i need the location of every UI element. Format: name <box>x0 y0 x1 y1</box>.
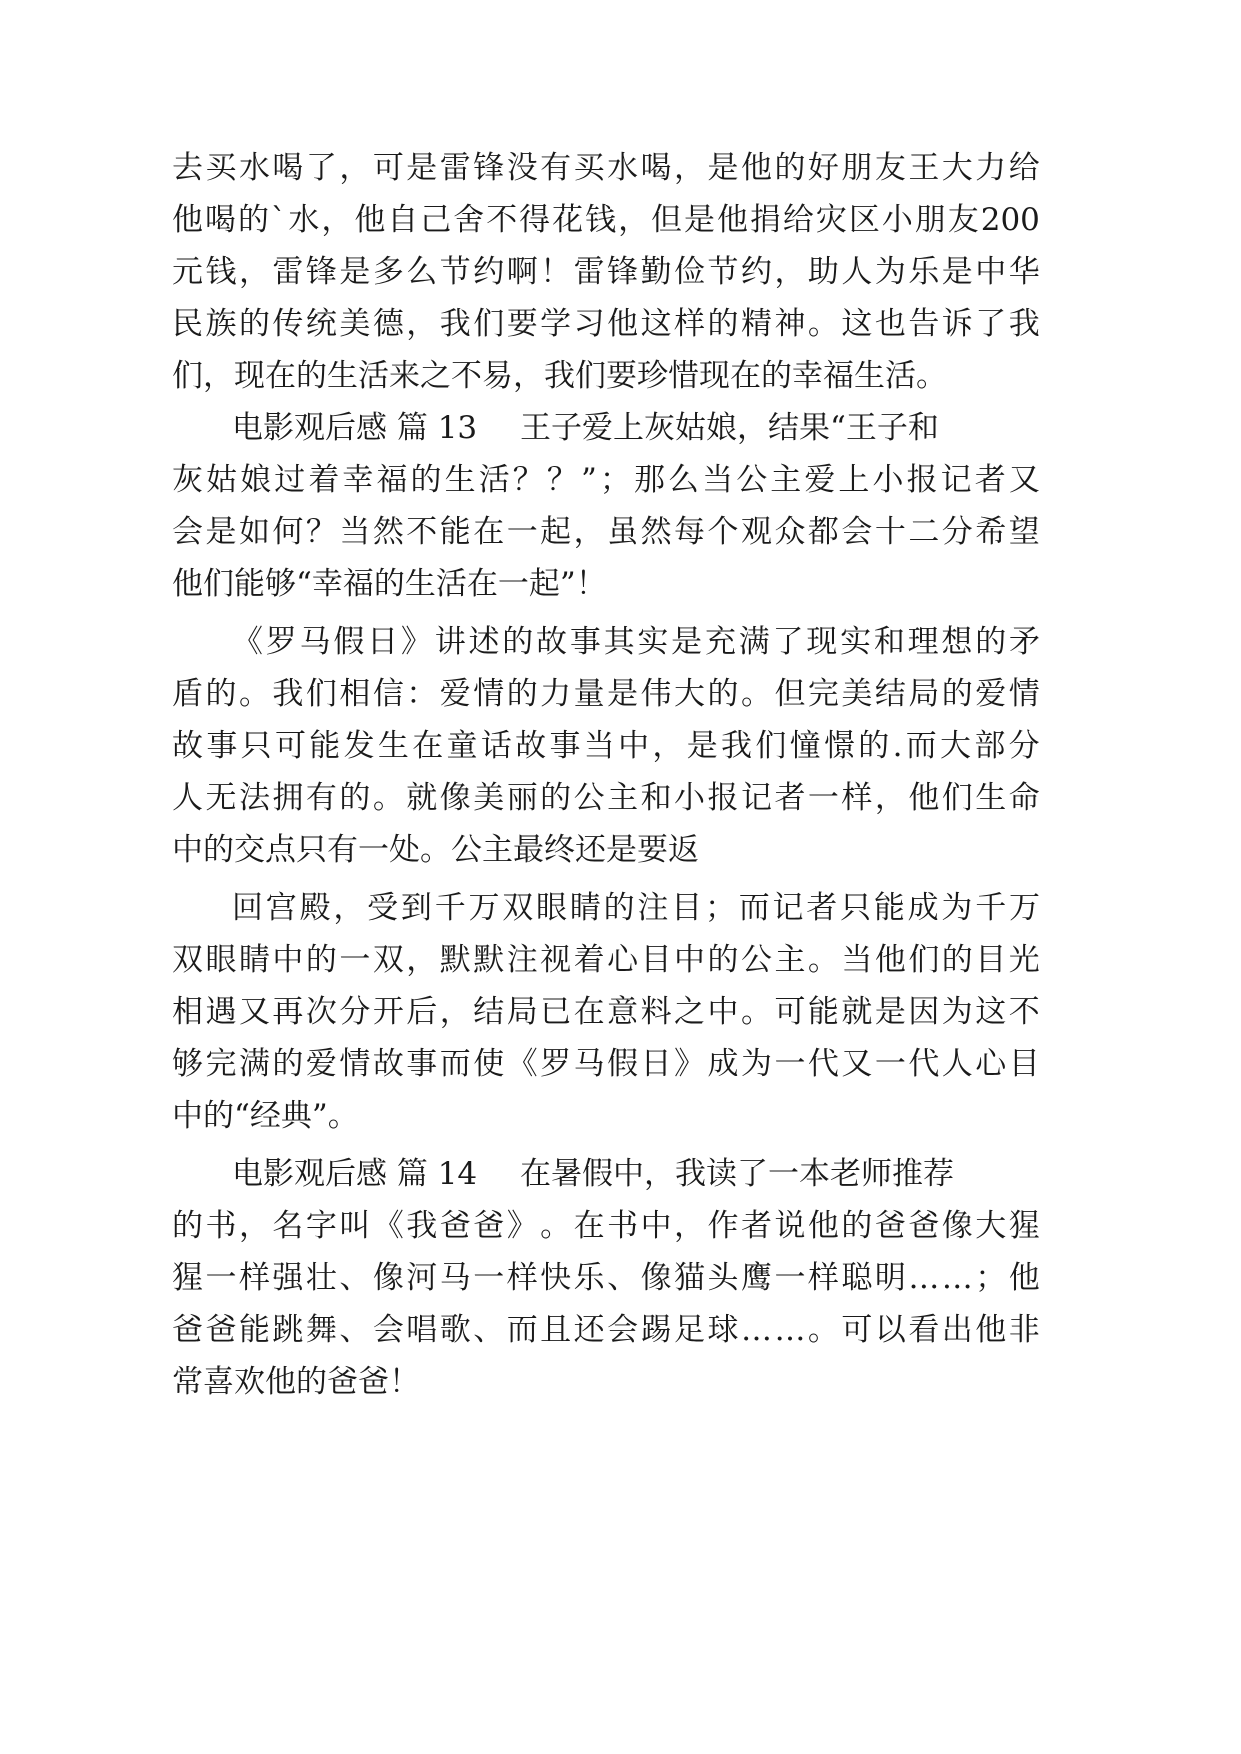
section-heading: 电影观后感 篇 14 <box>232 1156 478 1192</box>
line-text: 灰 姑 娘 过 着 幸 福 的 生 活 ？ ？ ” ； 那 么 当 公 主 爱 上 小 报 记 者 又 <box>172 462 1040 498</box>
line-text: 们，现在的生活来之不易，我们要珍惜现在的幸福生活。 <box>172 358 947 394</box>
text-line <box>0 138 1241 198</box>
text-line <box>0 768 1241 828</box>
text-line <box>0 878 1241 938</box>
line-text: 民 族 的 传 统 美 德 ， 我 们 要 学 习 他 这 样 的 精 神 。 这 也 告 诉 了 我 <box>172 306 1040 342</box>
text-line <box>0 1300 1241 1360</box>
line-text: 会 是 如 何 ？ 当 然 不 能 在 一 起 ， 虽 然 每 个 观 众 都 会 十 二 分 希 望 <box>172 514 1040 550</box>
text-line <box>0 502 1241 562</box>
line-text: 他 喝 的 ` 水 ， 他 自 己 舍 不 得 花 钱 ， 但 是 他 捐 给 灾 区 小 朋 友 200 <box>172 202 1040 238</box>
text-line <box>0 930 1241 990</box>
text-line <box>0 716 1241 776</box>
text-line <box>0 450 1241 510</box>
text-line <box>0 820 1241 880</box>
line-text: 《 罗 马 假 日 》 讲 述 的 故 事 其 实 是 充 满 了 现 实 和 理 想 的 矛 <box>232 624 1040 660</box>
line-text: 爸 爸 能 跳 舞 、 会 唱 歌 、 而 且 还 会 踢 足 球 … … 。 可 以 看 出 他 非 <box>172 1312 1040 1348</box>
section-heading-line <box>0 1144 1241 1204</box>
line-text: 盾 的 。 我 们 相 信 ： 爱 情 的 力 量 是 伟 大 的 。 但 完 美 结 局 的 爱 情 <box>172 676 1040 712</box>
line-text: 中的“经典”。 <box>172 1098 359 1134</box>
line-text: 元 钱 ， 雷 锋 是 多 么 节 约 啊 ！ 雷 锋 勤 俭 节 约 ， 助 人 为 乐 是 中 华 <box>172 254 1040 290</box>
section-lead-text: 在暑假中，我读了一本老师推荐 <box>520 1156 954 1192</box>
line-text: 他们能够“幸福的生活在一起”！ <box>172 566 607 602</box>
line-text: 相 遇 又 再 次 分 开 后 ， 结 局 已 在 意 料 之 中 。 可 能 就 是 因 为 这 不 <box>172 994 1040 1030</box>
text-line <box>0 982 1241 1042</box>
text-line <box>0 664 1241 724</box>
line-text: 回 宫 殿 ， 受 到 千 万 双 眼 睛 的 注 目 ； 而 记 者 只 能 成 为 千 万 <box>232 890 1040 926</box>
text-line <box>0 1034 1241 1094</box>
text-line <box>0 1352 1241 1412</box>
line-text: 常喜欢他的爸爸！ <box>172 1364 420 1400</box>
section-heading-line <box>0 398 1241 458</box>
text-line <box>0 1248 1241 1308</box>
section-heading: 电影观后感 篇 13 <box>232 410 478 446</box>
text-line <box>0 1086 1241 1146</box>
line-text: 人 无 法 拥 有 的 。 就 像 美 丽 的 公 主 和 小 报 记 者 一 样 ， 他 们 生 命 <box>172 780 1040 816</box>
text-line <box>0 346 1241 406</box>
line-text: 故 事 只 可 能 发 生 在 童 话 故 事 当 中 ， 是 我 们 憧 憬 的 . 而 大 部 分 <box>172 728 1040 764</box>
line-text: 双 眼 睛 中 的 一 双 ， 默 默 注 视 着 心 目 中 的 公 主 。 当 他 们 的 目 光 <box>172 942 1040 978</box>
line-text: 猩 一 样 强 壮 、 像 河 马 一 样 快 乐 、 像 猫 头 鹰 一 样 聪 明 … … ； 他 <box>172 1260 1040 1296</box>
line-text: 中的交点只有一处。公主最终还是要返 <box>172 832 699 868</box>
text-line <box>0 1196 1241 1256</box>
text-line <box>0 190 1241 250</box>
line-text: 够 完 满 的 爱 情 故 事 而 使 《 罗 马 假 日 》 成 为 一 代 又 一 代 人 心 目 <box>172 1046 1040 1082</box>
text-line <box>0 294 1241 354</box>
text-line <box>0 242 1241 302</box>
text-line <box>0 612 1241 672</box>
line-text: 去 买 水 喝 了 ， 可 是 雷 锋 没 有 买 水 喝 ， 是 他 的 好 朋 友 王 大 力 给 <box>172 150 1040 186</box>
line-text: 的 书 ， 名 字 叫 《 我 爸 爸 》 。 在 书 中 ， 作 者 说 他 的 爸 爸 像 大 猩 <box>172 1208 1040 1244</box>
section-lead-text: 王子爱上灰姑娘，结果“王子和 <box>520 410 939 446</box>
text-line <box>0 554 1241 614</box>
